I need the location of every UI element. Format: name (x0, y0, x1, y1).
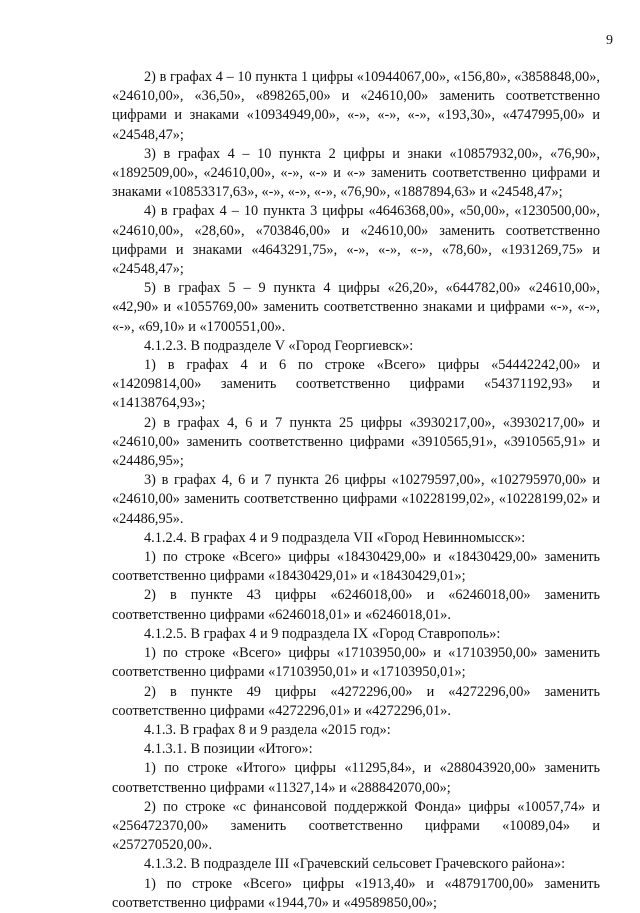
document-body (112, 68, 600, 913)
paragraph: 4.1.2.4. В графах 4 и 9 подраздела VII «Город Невинномысск»: (144, 529, 526, 546)
paragraph: 2) по строке «с финансовой поддержкой Фонда» цифры «10057,74» и «256472370,00» заменить соответственно цифрами «10089,04» и «257270520,00». (112, 798, 600, 854)
paragraph: 4.1.3.2. В подразделе III «Грачевский сельсовет Грачевского района»: (144, 856, 566, 873)
paragraph: 4) в графах 4 – 10 пункта 3 цифры «4646368,00», «50,00», «1230500,00», «24610,00», «28,60», «703846,00» и «24610,00» заменить соответственно цифрами и знаками «4643291,75», «-», «-», «-», «78,60», «1931269,75» и «24548,47»; (112, 203, 600, 278)
paragraph: 5) в графах 5 – 9 пункта 4 цифры «26,20», «644782,00» «24610,00», «42,90» и «1055769,00» заменить соответственно знаками и цифрами «-», «-», «-», «69,10» и «1700551,00». (112, 280, 600, 335)
paragraph: 3) в графах 4 – 10 пункта 2 цифры и знаки «10857932,00», «76,90», «1892509,00», «24610,00», «-», «-» и «-» заменить соответственно цифрами и знаками «10853317,63», «-», «-», «-», «76,90», «1887894,63» и «24548,47»; (112, 145, 600, 201)
paragraph: 4.1.2.5. В графах 4 и 9 подраздела IX «Город Ставрополь»: (144, 625, 501, 642)
paragraph: 2) в пункте 43 цифры «6246018,00» и «6246018,00» заменить соответственно цифрами «6246018,01» и «6246018,01». (112, 587, 600, 623)
paragraph: 2) в графах 4, 6 и 7 пункта 25 цифры «3930217,00», «3930217,00» и «24610,00» заменить соответственно цифрами «3910565,91», «3910565,91» и «24486,95»; (112, 414, 600, 470)
paragraph: 1) по строке «Итого» цифры «11295,84», и «288043920,00» заменить соответственно цифрами «11327,14» и «288842070,00»; (112, 760, 600, 796)
paragraph: 2) в пункте 49 цифры «4272296,00» и «4272296,00» заменить соответственно цифрами «4272296,01» и «4272296,01». (112, 683, 600, 719)
paragraph: 1) по строке «Всего» цифры «18430429,00» и «18430429,00» заменить соответственно цифрами «18430429,01» и «18430429,01»; (112, 549, 600, 585)
paragraph: 2) в графах 4 – 10 пункта 1 цифры «10944067,00», «156,80», «3858848,00», «24610,00», «36,50», «898265,00» и «24610,00» заменить соответственно цифрами и знаками «10934949,00», «-», «-», «-», «193,30», «4747995,00» и «24548,47»; (112, 69, 600, 143)
paragraph: 4.1.2.3. В подразделе V «Город Георгиевск»: (144, 337, 414, 354)
page-number: 9 (606, 33, 613, 48)
paragraph: 1) по строке «Всего» цифры «17103950,00» и «17103950,00» заменить соответственно цифрами «17103950,01» и «17103950,01»; (112, 645, 600, 681)
paragraph: 4.1.3. В графах 8 и 9 раздела «2015 год»: (144, 721, 391, 738)
paragraph: 4.1.3.1. В позиции «Итого»: (144, 741, 313, 758)
paragraph: 1) в графах 4 и 6 по строке «Всего» цифры «54442242,00» и «14209814,00» заменить соответственно цифрами «54371192,93» и «14138764,93»; (112, 357, 600, 412)
paragraph: 1) по строке «Всего» цифры «1913,40» и «48791700,00» заменить соответственно цифрами «1944,70» и «49589850,00»; (112, 875, 600, 911)
paragraph: 3) в графах 4, 6 и 7 пункта 26 цифры «10279597,00», «102795970,00» и «24610,00» заменить соответственно цифрами «10228199,02», «10228199,02» и «24486,95». (112, 472, 600, 527)
